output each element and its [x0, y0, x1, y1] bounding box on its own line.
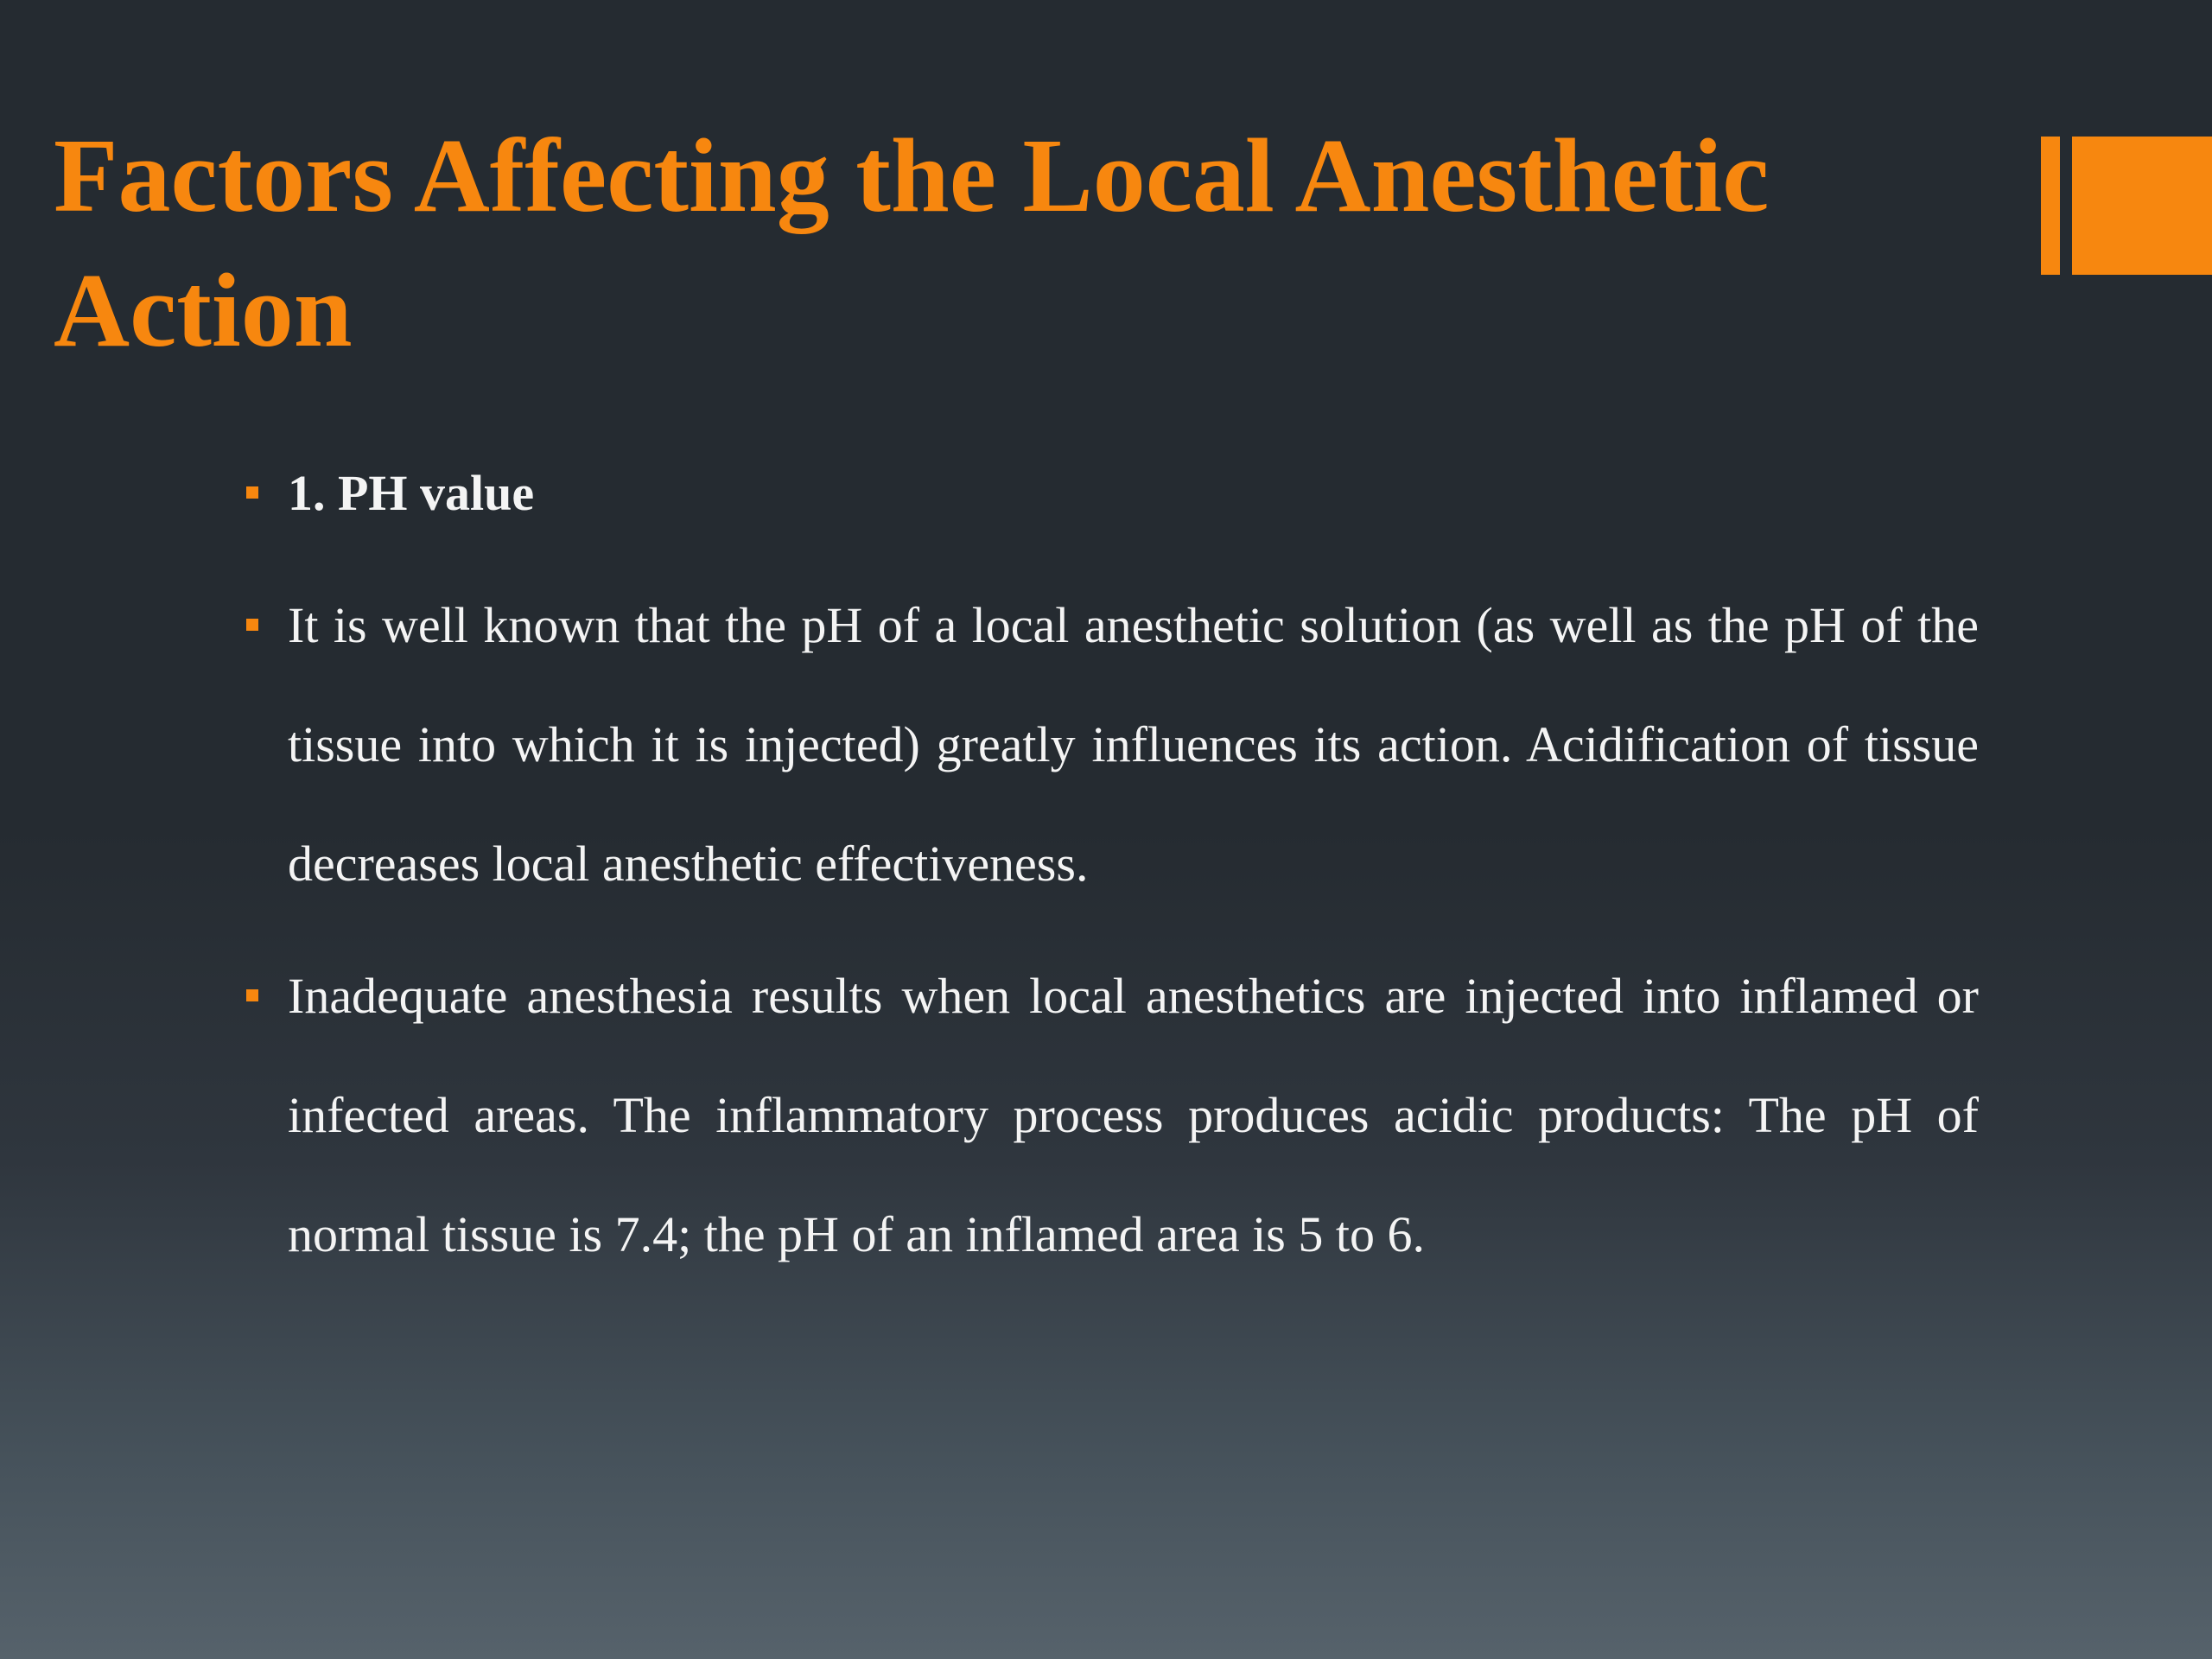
- bullet-text: 1. PH value: [288, 465, 535, 521]
- square-bullet-icon: [246, 989, 258, 1001]
- bullet-item-ph-influence: [288, 566, 1979, 924]
- bullet-text: Inadequate anesthesia results when local anesthetics are injected into inflamed or infected areas. The inflammatory process produces acidic products: The pH of normal tissue is 7.4; the pH of an inflamed area is 5 to 6.: [288, 968, 1979, 1262]
- bullet-item-inflamed-areas: [288, 937, 1979, 1294]
- bullet-text: It is well known that the pH of a local anesthetic solution (as well as the pH of the tissue into which it is injected) greatly influences its action. Acidification of tissue decreases local anesthetic effectiveness.: [288, 597, 1979, 892]
- title-accent-bar-block: [2072, 137, 2212, 275]
- bullet-item-ph-value: [288, 434, 1979, 553]
- square-bullet-icon: [246, 619, 258, 631]
- slide-title: Factors Affecting the Local Anesthetic Action: [54, 118, 1770, 369]
- title-accent-bar-thin: [2041, 137, 2060, 275]
- square-bullet-icon: [246, 486, 258, 499]
- bullet-list: [288, 434, 1979, 1294]
